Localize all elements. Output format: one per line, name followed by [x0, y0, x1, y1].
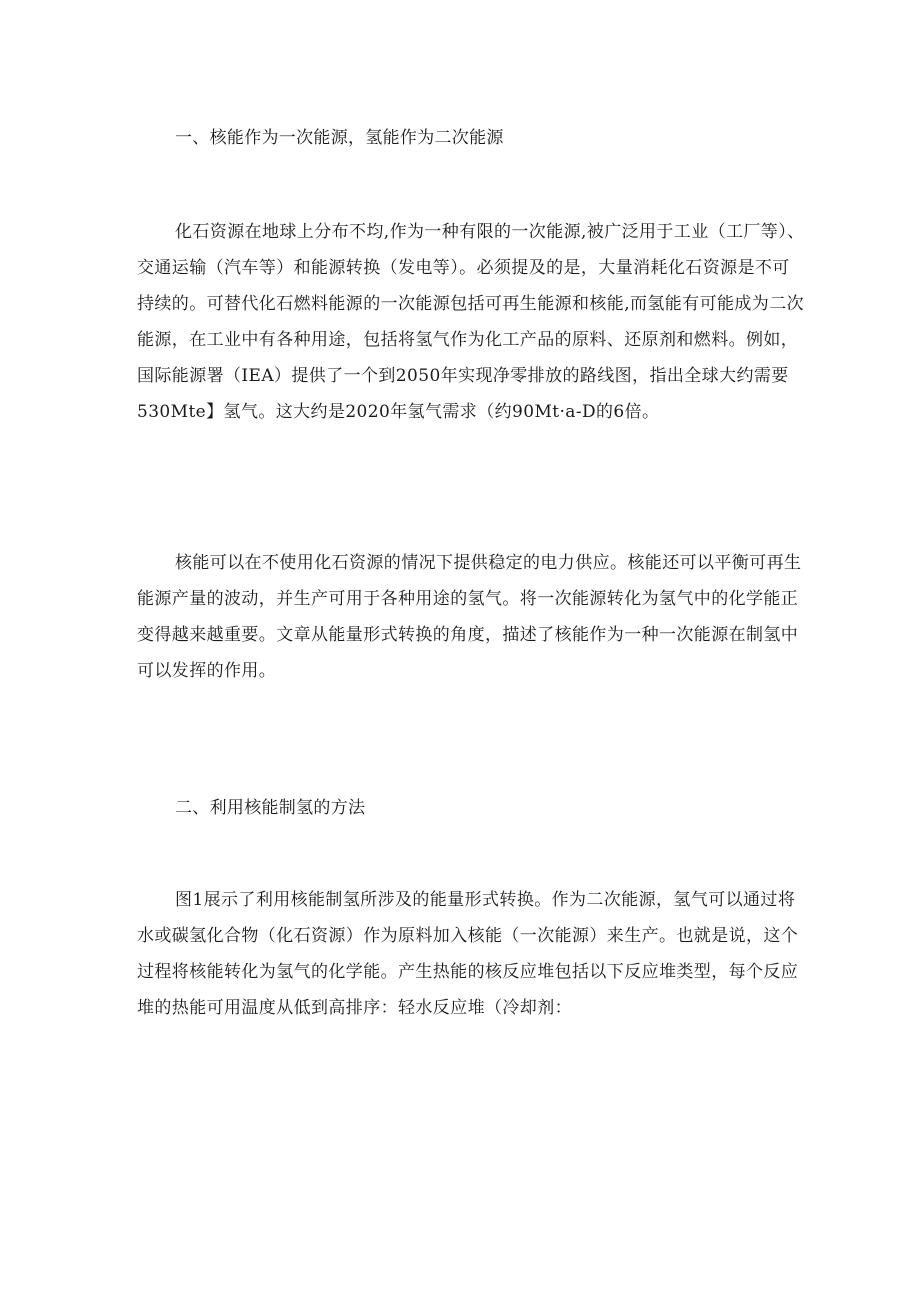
section-heading-2: 二、利用核能制氢的方法	[175, 798, 366, 818]
paragraph-line: 交通运输（汽车等）和能源转换（发电等）。必须提及的是，大量消耗化石资源是不可	[137, 258, 790, 278]
paragraph-line: 核能可以在不使用化石资源的情况下提供稳定的电力供应。核能还可以平衡可再生	[175, 553, 802, 573]
paragraph-line: 能源，在工业中有各种用途，包括将氢气作为化工产品的原料、还原剂和燃料。例如，	[137, 330, 799, 350]
paragraph-line: 水或碳氢化合物（化石资源）作为原料加入核能（一次能源）来生产。也就是说，这个	[137, 926, 799, 946]
paragraph-line: 能源产量的波动，并生产可用于各种用途的氢气。将一次能源转化为氢气中的化学能正	[137, 589, 799, 609]
paragraph-line: 变得越来越重要。文章从能量形式转换的角度，描述了核能作为一种一次能源在制氢中	[137, 625, 799, 645]
paragraph-line: 图1展示了利用核能制氢所涉及的能量形式转换。作为二次能源，氢气可以通过将	[175, 890, 796, 910]
paragraph-line: 持续的。可替代化石燃料能源的一次能源包括可再生能源和核能,而氢能有可能成为二次	[137, 294, 805, 314]
paragraph-line: 530Mte】氢气。这大约是2020年氢气需求（约90Mt·a-D的6倍。	[137, 402, 660, 422]
paragraph-line: 过程将核能转化为氢气的化学能。产生热能的核反应堆包括以下反应堆类型，每个反应	[137, 962, 799, 982]
paragraph-3	[137, 882, 799, 1026]
paragraph-line: 可以发挥的作用。	[137, 661, 277, 681]
paragraph-line: 国际能源署（IEA）提供了一个到2050年实现净零排放的路线图，指出全球大约需要	[137, 366, 789, 386]
section-heading-1: 一、核能作为一次能源，氢能作为二次能源	[175, 128, 504, 148]
paragraph-line: 堆的热能可用温度从低到高排序：轻水反应堆（冷却剂：	[137, 998, 572, 1018]
paragraph-2	[137, 545, 802, 689]
paragraph-line: 化石资源在地球上分布不均,作为一种有限的一次能源,被广泛用于工业（工厂等）、	[175, 222, 805, 242]
paragraph-1	[137, 214, 805, 430]
